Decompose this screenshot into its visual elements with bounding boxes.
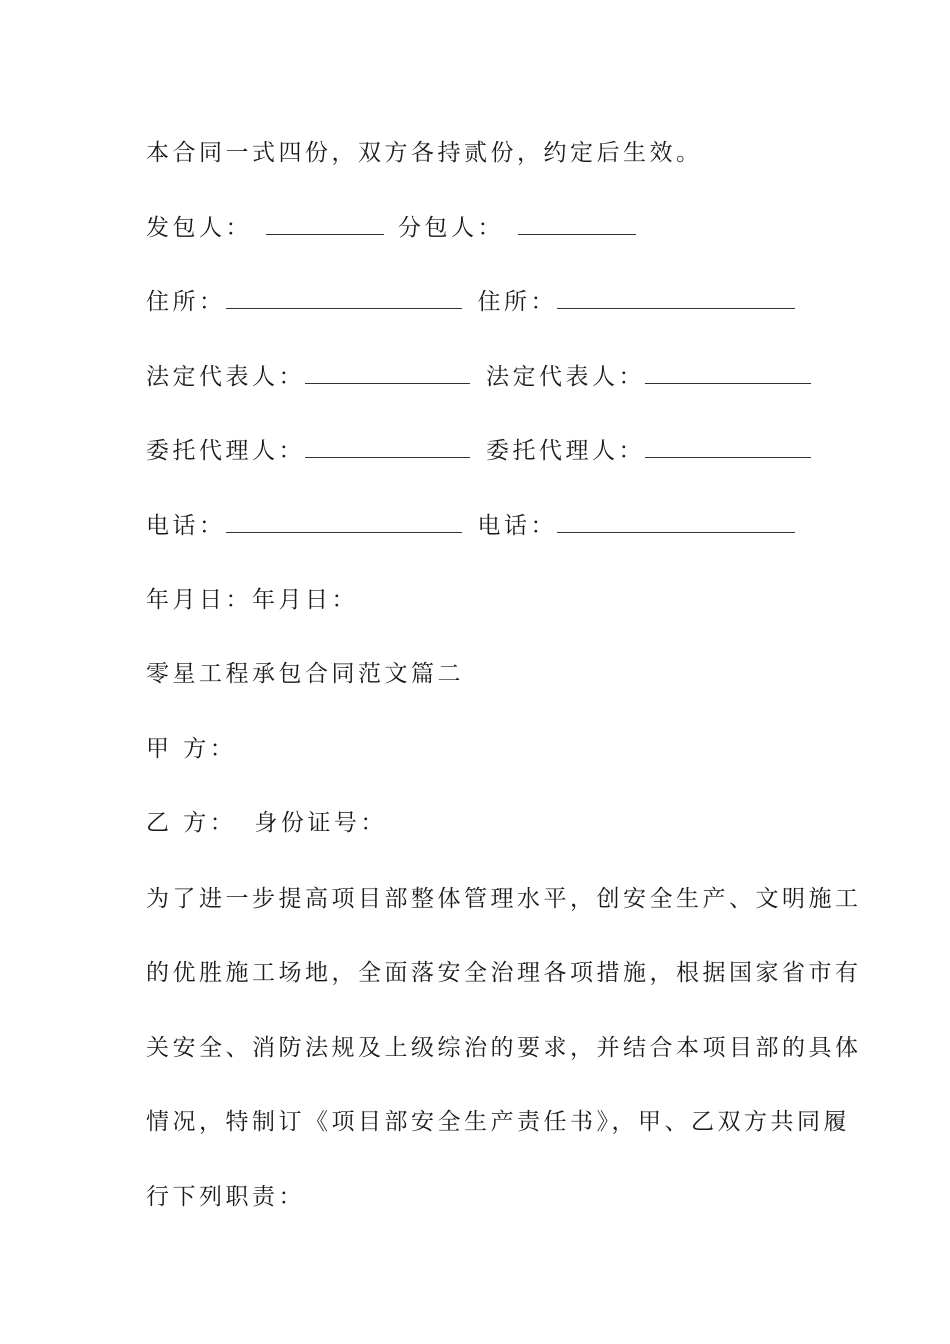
party-b-label: 乙 方： [146, 810, 237, 836]
phone-blank-2[interactable] [557, 510, 795, 533]
id-number-label: 身份证号： [254, 810, 387, 836]
phone-label-2: 电话： [477, 513, 557, 539]
phone-label-1: 电话： [146, 513, 226, 539]
legal-rep-row [146, 361, 811, 392]
body-line-1: 为了进一步提高项目部整体管理水平，创安全生产、文明施工 [146, 886, 862, 912]
subcontractor-label: 分包人： [398, 215, 504, 241]
body-line-2: 的优胜施工场地，全面落安全治理各项措施，根据国家省市有 [146, 960, 862, 986]
section-title: 零星工程承包合同范文篇二 [146, 661, 464, 687]
party-a-line: 甲 方： [146, 736, 237, 762]
subcontractor-blank[interactable] [518, 212, 636, 235]
agent-row [146, 435, 811, 466]
address-blank-2[interactable] [557, 286, 795, 309]
legal-rep-blank-1[interactable] [305, 361, 470, 384]
address-row [146, 286, 795, 317]
employer-blank[interactable] [266, 212, 384, 235]
agent-blank-1[interactable] [305, 435, 470, 458]
party-b-line [146, 808, 387, 838]
legal-rep-label-1: 法定代表人： [146, 364, 305, 390]
body-line-5: 行下列职责： [146, 1184, 305, 1210]
phone-row [146, 510, 795, 541]
intro-line: 本合同一式四份，双方各持贰份，约定后生效。 [146, 140, 703, 166]
address-blank-1[interactable] [226, 286, 462, 309]
date-line: 年月日：年月日： [146, 587, 358, 613]
address-label-2: 住所： [477, 289, 557, 315]
agent-label-1: 委托代理人： [146, 438, 305, 464]
legal-rep-label-2: 法定代表人： [486, 364, 645, 390]
address-label-1: 住所： [146, 289, 226, 315]
agent-blank-2[interactable] [645, 435, 811, 458]
body-line-3: 关安全、消防法规及上级综治的要求，并结合本项目部的具体 [146, 1035, 862, 1061]
body-line-4: 情况，特制订《项目部安全生产责任书》，甲、乙双方共同履 [146, 1109, 850, 1135]
phone-blank-1[interactable] [226, 510, 462, 533]
agent-label-2: 委托代理人： [486, 438, 645, 464]
employer-label: 发包人： [146, 215, 252, 241]
legal-rep-blank-2[interactable] [645, 361, 811, 384]
employer-row [146, 212, 636, 243]
